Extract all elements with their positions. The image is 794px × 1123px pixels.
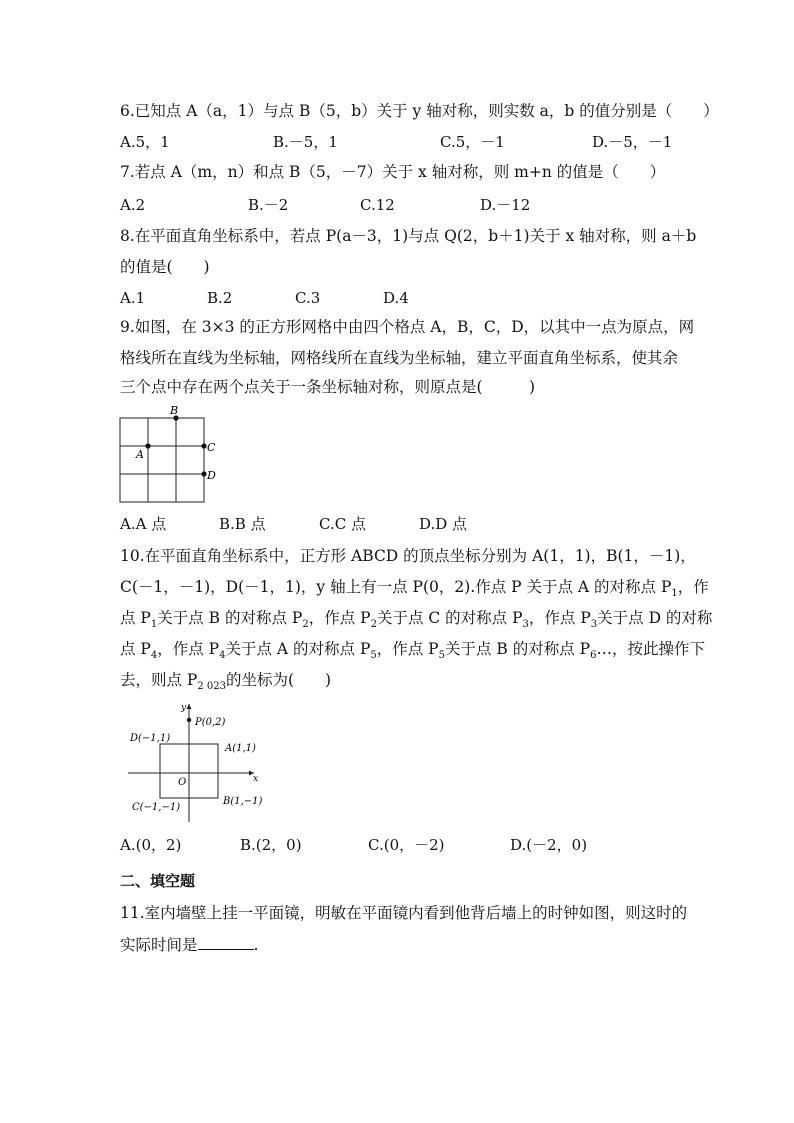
q10-stem-line3: 点 $P_1$关于点 B 的对称点 $P_2$，作点 $P_2$关于点 C 的对称点 $P_3$，作点 $P_3$关于点 D 的对称: [120, 609, 713, 631]
q6-option-d: D.－5，－1: [592, 133, 673, 151]
label-d: D(−1,1): [130, 733, 171, 744]
q7-option-d: D.－12: [480, 196, 531, 214]
q10-stem-line1: 10.在平面直角坐标系中，正方形 ABCD 的顶点坐标分别为 A(1，1)，B(1，－1)，: [120, 547, 696, 565]
q10-stem-line5: 去，则点 $P_{2 023}$的坐标为( ): [120, 671, 332, 693]
grid-lines: [120, 418, 204, 502]
label-p: P(0,2): [195, 717, 226, 728]
q9-stem-line1: 9.如图，在 3×3 的正方形网格中由四个格点 A，B，C，D，以其中一点为原点，网: [120, 318, 695, 336]
q6-option-b: B.－5，1: [273, 133, 338, 151]
q10-option-d: D.(－2，0): [510, 836, 588, 854]
q11-stem-line2: 实际时间是 .: [120, 936, 259, 954]
q7-option-a: A.2: [120, 196, 146, 214]
section-heading: 二、填空题: [120, 872, 196, 890]
q10-option-b: B.(2，0): [240, 836, 302, 854]
label-d: D: [207, 469, 216, 482]
origin-label: O: [178, 777, 187, 788]
q10-option-c: C.(0，－2): [368, 836, 445, 854]
q10-stem-line2: C(－1，－1)，D(－1，1)，y 轴上有一点 P(0，2).作点 P 关于点 A 的对称点 $P_1$，作: [120, 578, 709, 600]
q9-stem-line3: 三个点中存在两个点关于一条坐标轴对称，则原点是( ): [120, 378, 536, 396]
label-c: C: [207, 441, 216, 454]
q6-option-c: C.5，－1: [440, 133, 505, 151]
q8-stem-line1: 8.在平面直角坐标系中，若点 P(a－3，1)与点 Q(2，b＋1)关于 x 轴对称，则 a＋b: [120, 227, 697, 245]
q7-option-c: C.12: [360, 196, 395, 214]
q11-stem-line1: 11.室内墙壁上挂一平面镜，明敏在平面镜内看到他背后墙上的时钟如图，则这时的: [120, 904, 688, 922]
label-b: B(1,−1): [223, 796, 263, 807]
q9-option-d: D.D 点: [419, 515, 468, 533]
q6-stem: 6.已知点 A（a，1）与点 B（5，b）关于 y 轴对称，则实数 a，b 的值分别是（ ）: [120, 102, 719, 120]
point-d: [201, 471, 206, 476]
q10-coordinate-figure: [126, 700, 266, 824]
y-axis-label: y: [181, 703, 187, 713]
point-p: [187, 718, 191, 722]
label-c: C(−1,−1): [132, 802, 181, 813]
q8-option-c: C.3: [295, 289, 321, 307]
q9-grid-figure: [116, 404, 226, 508]
y-axis-arrow: [187, 704, 192, 709]
point-c: [201, 443, 206, 448]
label-b: B: [170, 404, 179, 417]
q10-option-a: A.(0，2): [120, 836, 182, 854]
q8-stem-line2: 的值是( ): [120, 258, 210, 276]
q9-option-a: A.A 点: [120, 515, 167, 533]
x-axis-label: x: [253, 774, 259, 784]
q7-option-b: B.－2: [248, 196, 289, 214]
q8-option-d: D.4: [383, 289, 409, 307]
q8-option-b: B.2: [207, 289, 233, 307]
q9-stem-line2: 格线所在直线为坐标轴，网格线所在直线为坐标轴，建立平面直角坐标系，使其余: [120, 349, 679, 367]
answer-blank[interactable]: [198, 935, 254, 950]
q6-option-a: A.5，1: [120, 133, 170, 151]
point-a: [145, 443, 150, 448]
q9-option-b: B.B 点: [219, 515, 266, 533]
label-a: A: [136, 448, 144, 461]
label-a: A(1,1): [225, 743, 256, 754]
q8-option-a: A.1: [120, 289, 146, 307]
q9-option-c: C.C 点: [319, 515, 366, 533]
q7-stem: 7.若点 A（m，n）和点 B（5，－7）关于 x 轴对称，则 m+n 的值是（ ）: [120, 163, 666, 181]
q10-stem-line4: 点 $P_4$，作点 $P_4$关于点 A 的对称点 $P_5$，作点 $P_5$关于点 B 的对称点 $P_6\dots$，按此操作下: [120, 640, 705, 662]
